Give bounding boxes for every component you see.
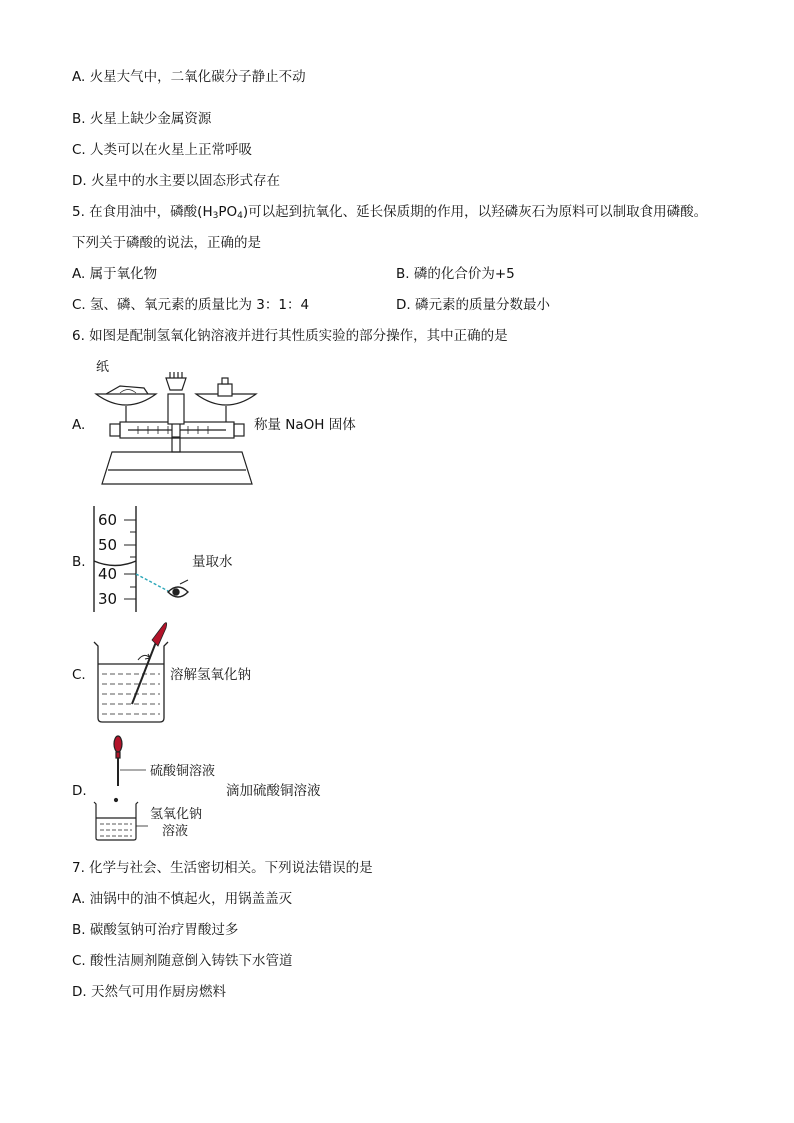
q5-sub-2: 4 <box>237 211 243 221</box>
q6-a-caption: 称量 NaOH 固体 <box>254 417 356 433</box>
q6-d-dropper-label: 硫酸铜溶液 <box>150 764 216 779</box>
q6-c-caption: 溶解氢氧化钠 <box>170 667 251 683</box>
cylinder-tick-50: 50 <box>98 536 118 554</box>
q5-stem <box>72 203 707 225</box>
q4-option-a: A. 火星大气中，二氧化碳分子静止不动 <box>72 69 306 85</box>
balance-illustration <box>92 360 262 488</box>
q7-option-b: B. 碳酸氢钠可治疗胃酸过多 <box>72 922 239 938</box>
q5-stem-pre: 5. 在食用油中，磷酸(H <box>72 204 213 220</box>
q4-option-c: C. 人类可以在火星上正常呼吸 <box>72 142 253 158</box>
q5-option-c: C. 氢、磷、氧元素的质量比为 3：1：4 <box>72 297 310 313</box>
q6-stem: 6. 如图是配制氢氧化钠溶液并进行其性质实验的部分操作，其中正确的是 <box>72 328 508 344</box>
dropper-beaker-illustration <box>92 734 152 844</box>
q6-option-c-label: C. <box>72 667 86 683</box>
q5-stem-line-2: 下列关于磷酸的说法，正确的是 <box>72 235 261 251</box>
q6-b-caption: 量取水 <box>192 554 233 570</box>
q6-d-caption: 滴加硫酸铜溶液 <box>226 783 321 799</box>
q5-option-d: D. 磷元素的质量分数最小 <box>396 297 550 313</box>
q6-option-d-label: D. <box>72 783 87 799</box>
cylinder-tick-30: 30 <box>98 590 118 608</box>
q5-stem-mid: PO <box>218 204 238 220</box>
q6-d-beaker-label-2: 溶液 <box>162 824 189 839</box>
q5-option-b: B. 磷的化合价为+5 <box>396 266 515 282</box>
q6-option-b-label: B. <box>72 554 86 570</box>
beaker-dissolving-illustration <box>92 622 172 724</box>
q7-option-d: D. 天然气可用作厨房燃料 <box>72 984 226 1000</box>
q4-option-b: B. 火星上缺少金属资源 <box>72 111 212 127</box>
q6-a-paper-label: 纸 <box>96 360 110 375</box>
q5-option-a: A. 属于氧化物 <box>72 266 158 282</box>
q7-option-c: C. 酸性洁厕剂随意倒入铸铁下水管道 <box>72 953 293 969</box>
q6-d-beaker-label-1: 氢氧化钠 <box>150 807 203 822</box>
q7-option-a: A. 油锅中的油不慎起火，用锅盖盖灭 <box>72 891 293 907</box>
cylinder-tick-40: 40 <box>98 565 118 583</box>
q4-option-d: D. 火星中的水主要以固态形式存在 <box>72 173 280 189</box>
q7-stem: 7. 化学与社会、生活密切相关。下列说法错误的是 <box>72 860 373 876</box>
cylinder-tick-60: 60 <box>98 511 118 529</box>
q6-option-a-label: A. <box>72 417 86 433</box>
q5-sub-1: 3 <box>212 211 219 221</box>
q5-stem-post: )可以起到抗氧化、延长保质期的作用，以羟磷灰石为原料可以制取食用磷酸。 <box>242 204 708 220</box>
